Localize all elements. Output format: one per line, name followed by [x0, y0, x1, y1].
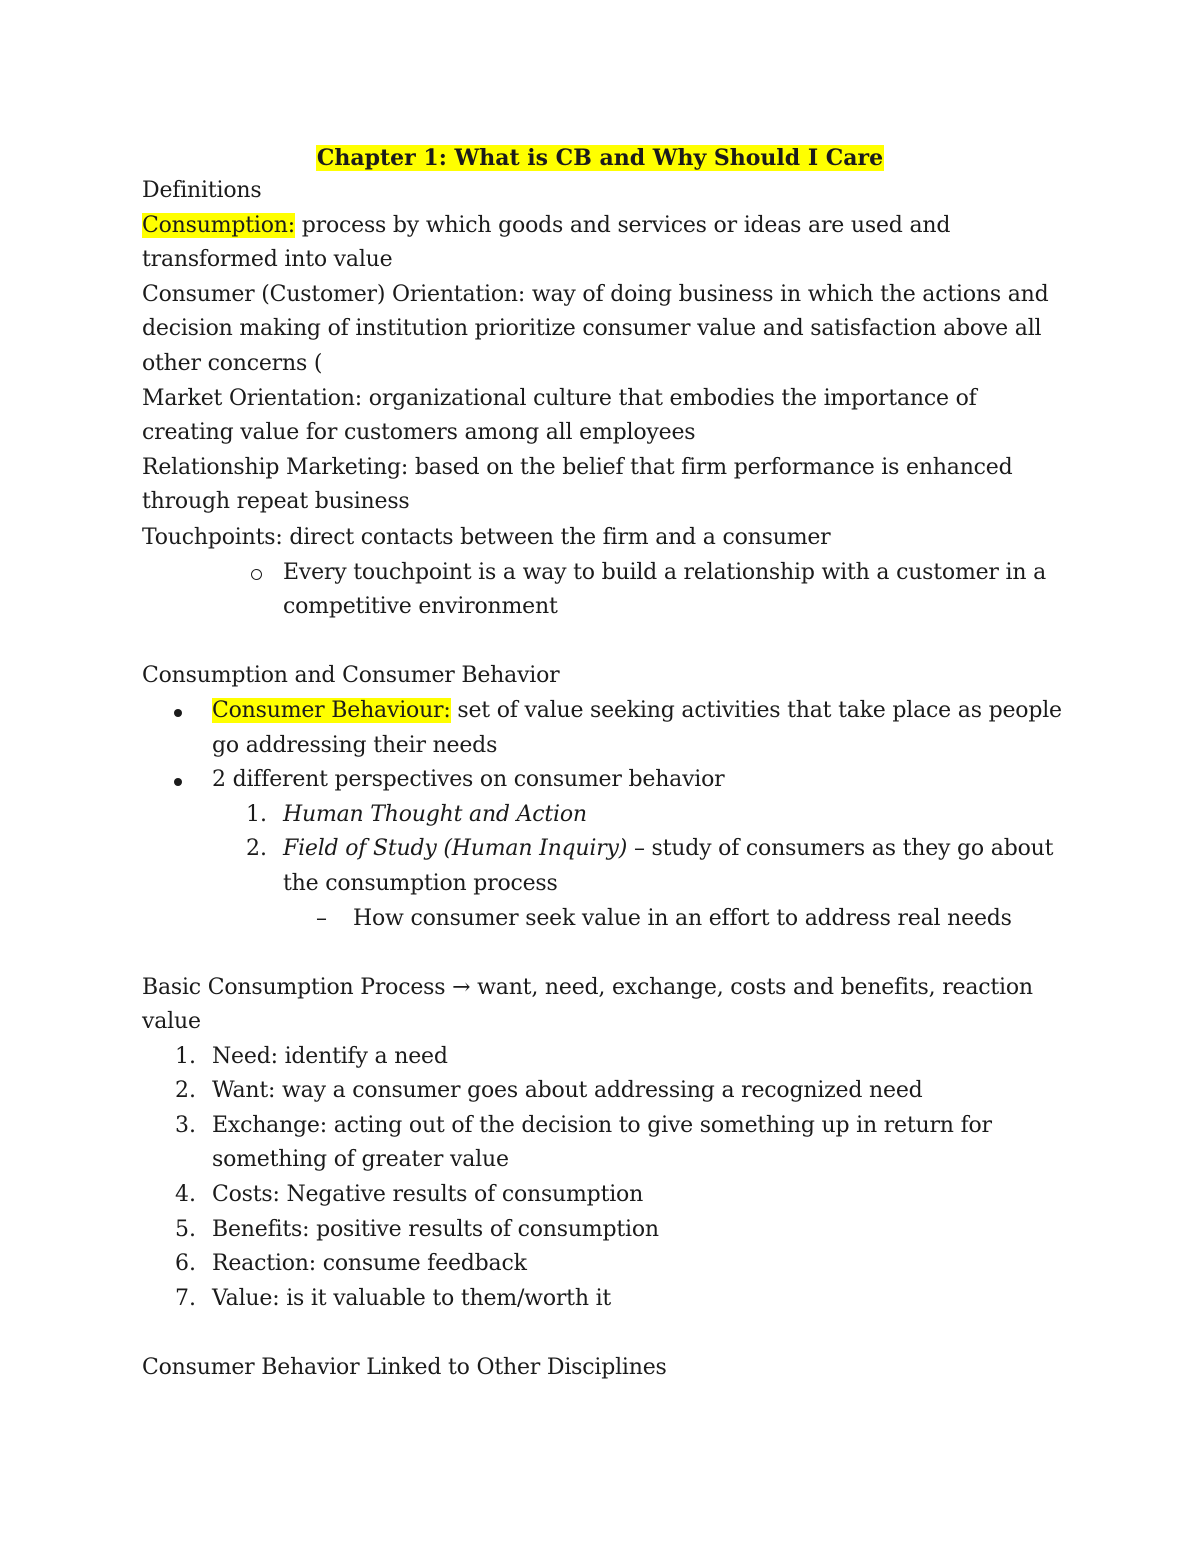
touchpoints-definition: Touchpoints: direct contacts between the firm and a consumer — [142, 525, 831, 550]
process-step: Costs: Negative results of consumption — [212, 1182, 644, 1207]
perspectives-item: 2 different perspectives on consumer behavior — [212, 767, 725, 792]
touchpoint-bullet-line-1: Every touchpoint is a way to build a relationship with a customer in a — [283, 560, 1047, 585]
definitions-heading: Definitions — [142, 178, 262, 203]
perspective-2-italic: Field of Study (Human Inquiry) — [283, 836, 628, 861]
perspective-1-text: Human Thought and Action — [283, 802, 587, 827]
consumption-term: Consumption: — [142, 213, 295, 238]
list-number: 7. — [175, 1286, 196, 1311]
perspective-2 — [283, 832, 1053, 866]
hollow-bullet-icon — [251, 569, 262, 580]
ccb-heading: Consumption and Consumer Behavior — [142, 663, 560, 688]
list-number: 2. — [246, 836, 267, 861]
consumption-definition — [142, 209, 950, 243]
touchpoint-bullet-line-2: competitive environment — [283, 594, 558, 619]
bullet-dot-icon — [174, 778, 182, 786]
process-step: Value: is it valuable to them/worth it — [212, 1286, 612, 1311]
process-step: Reaction: consume feedback — [212, 1251, 527, 1276]
dash-bullet: – — [316, 906, 327, 931]
basic-process-line-2: value — [142, 1009, 201, 1034]
consumer-behaviour-def-text: set of value seeking activities that take place as people — [450, 698, 1062, 723]
perspective-2-rest: – study of consumers as they go about — [627, 836, 1054, 861]
list-number: 5. — [175, 1217, 196, 1242]
basic-process-line-1: Basic Consumption Process → want, need, exchange, costs and benefits, reaction — [142, 975, 1033, 1000]
consumer-orientation-line-2: decision making of institution prioritize consumer value and satisfaction above all — [142, 316, 1042, 341]
list-number: 1. — [175, 1044, 196, 1069]
list-number: 3. — [175, 1113, 196, 1138]
list-number: 6. — [175, 1251, 196, 1276]
process-step-cont: something of greater value — [212, 1147, 509, 1172]
process-step: Need: identify a need — [212, 1044, 448, 1069]
process-step: Benefits: positive results of consumption — [212, 1217, 659, 1242]
relationship-marketing-line-1: Relationship Marketing: based on the belief that firm performance is enhanced — [142, 455, 1013, 480]
perspective-2-cont: the consumption process — [283, 871, 558, 896]
list-number: 4. — [175, 1182, 196, 1207]
bullet-dot-icon — [174, 709, 182, 717]
list-number: 2. — [175, 1078, 196, 1103]
disciplines-heading: Consumer Behavior Linked to Other Disciplines — [142, 1355, 667, 1380]
perspective-1 — [283, 798, 587, 832]
relationship-marketing-line-2: through repeat business — [142, 489, 410, 514]
chapter-title — [0, 141, 1200, 175]
chapter-title-text: Chapter 1: What is CB and Why Should I Care — [316, 145, 884, 171]
consumer-behaviour-definition — [212, 694, 1062, 728]
consumer-behaviour-def-cont: go addressing their needs — [212, 733, 498, 758]
consumption-def-text: process by which goods and services or ideas are used and — [294, 213, 951, 238]
process-step: Want: way a consumer goes about addressing a recognized need — [212, 1078, 923, 1103]
process-step: Exchange: acting out of the decision to give something up in return for — [212, 1113, 992, 1138]
perspective-2-subitem: How consumer seek value in an effort to address real needs — [353, 906, 1012, 931]
list-number: 1. — [246, 802, 267, 827]
market-orientation-line-2: creating value for customers among all employees — [142, 420, 696, 445]
market-orientation-line-1: Market Orientation: organizational culture that embodies the importance of — [142, 386, 977, 411]
consumer-behaviour-term: Consumer Behaviour: — [212, 698, 451, 723]
consumer-orientation-line-1: Consumer (Customer) Orientation: way of doing business in which the actions and — [142, 282, 1049, 307]
consumption-def-cont: transformed into value — [142, 247, 393, 272]
consumer-orientation-line-3: other concerns ( — [142, 351, 323, 376]
